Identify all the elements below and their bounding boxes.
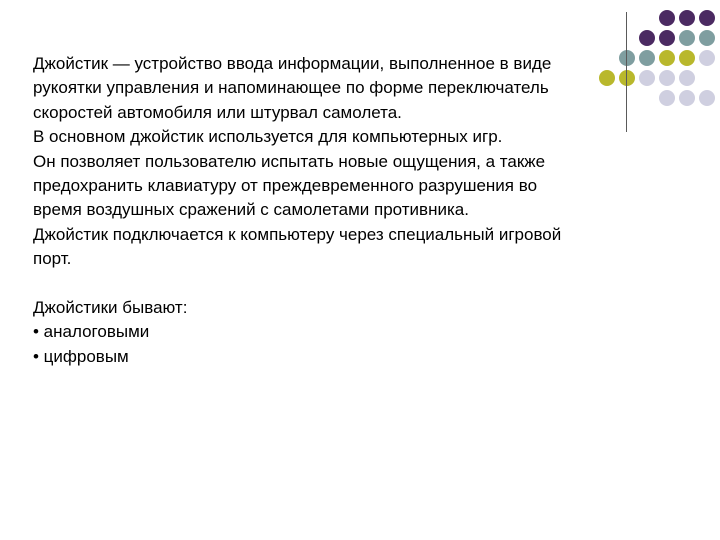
body-line: Джойстик подключается к компьютеру через специальный игровой [33, 224, 562, 244]
list-item: • аналоговыми [33, 322, 150, 342]
decorative-dot [699, 10, 715, 26]
bullet-list [33, 320, 673, 369]
body-line: скоростей автомобиля или штурвал самолета. [33, 102, 402, 122]
decorative-dot [699, 90, 715, 106]
body-line: время воздушных сражений с самолетами противника. [33, 200, 469, 220]
body-line: В основном джойстик используется для компьютерных игр. [33, 127, 503, 147]
decorative-dot [679, 10, 695, 26]
decorative-dot [639, 30, 655, 46]
list-heading: Джойстики бывают: [33, 298, 188, 318]
decorative-dot [679, 50, 695, 66]
decorative-dot [679, 90, 695, 106]
slide-body [33, 52, 673, 369]
decorative-dot [659, 10, 675, 26]
body-line: Он позволяет пользователю испытать новые ощущения, а также [33, 151, 546, 171]
list-item: • цифровым [33, 346, 129, 366]
decorative-dot [699, 30, 715, 46]
decorative-dot [679, 70, 695, 86]
decorative-dot [699, 50, 715, 66]
paragraph-spacer [33, 272, 673, 296]
body-line: предохранить клавиатуру от преждевременного разрушения во [33, 176, 538, 196]
decorative-dot [679, 30, 695, 46]
decorative-dot [659, 30, 675, 46]
body-line: Джойстик — устройство ввода информации, выполненное в виде [33, 54, 552, 73]
body-line: рукоятки управления и напоминающее по форме переключатель [33, 78, 549, 98]
body-line: порт. [33, 249, 72, 269]
